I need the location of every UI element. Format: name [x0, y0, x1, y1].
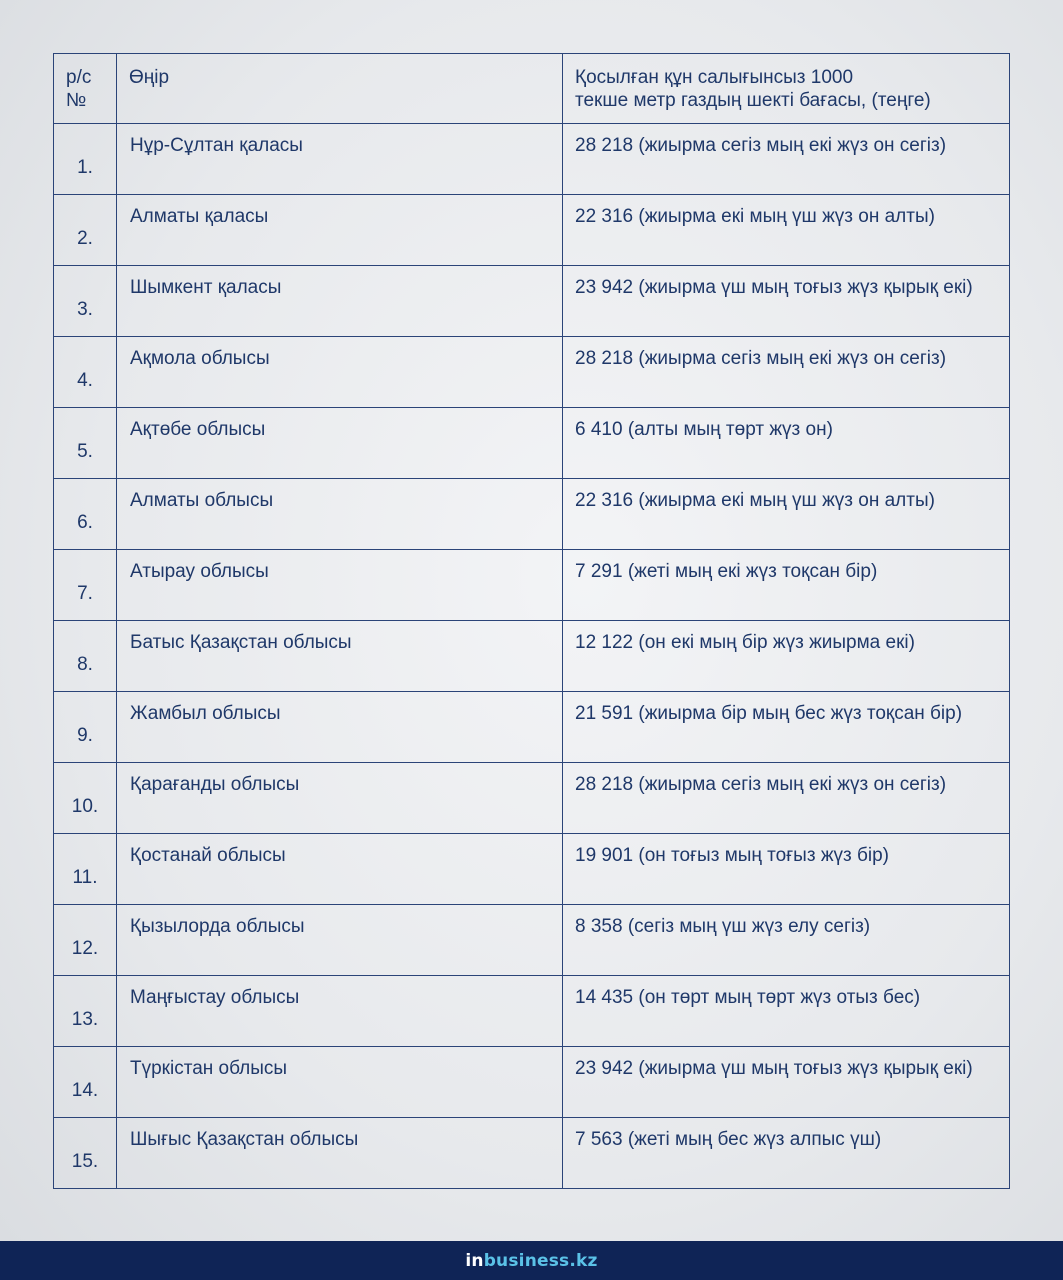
table-row [54, 692, 1010, 763]
table-row [54, 124, 1010, 195]
row-region: Қызылорда облысы [117, 905, 563, 976]
row-number: 14. [54, 1047, 117, 1118]
header-region: Өңір [117, 54, 563, 124]
header-price [563, 54, 1010, 124]
table-row [54, 550, 1010, 621]
row-price: 12 122 (он екі мың бір жүз жиырма екі) [563, 621, 1010, 692]
row-price: 19 901 (он тоғыз мың тоғыз жүз бір) [563, 834, 1010, 905]
row-price: 28 218 (жиырма сегіз мың екі жүз он сегіз) [563, 124, 1010, 195]
table-row [54, 976, 1010, 1047]
row-price: 7 291 (жеті мың екі жүз тоқсан бір) [563, 550, 1010, 621]
table-header-row [54, 54, 1010, 124]
table-row [54, 621, 1010, 692]
table-row [54, 834, 1010, 905]
table-row [54, 337, 1010, 408]
row-number: 7. [54, 550, 117, 621]
row-region: Жамбыл облысы [117, 692, 563, 763]
row-price: 8 358 (сегіз мың үш жүз елу сегіз) [563, 905, 1010, 976]
row-number: 13. [54, 976, 117, 1047]
header-number-line2: № [66, 90, 87, 111]
row-number: 5. [54, 408, 117, 479]
table-row [54, 408, 1010, 479]
row-region: Шымкент қаласы [117, 266, 563, 337]
table-row [54, 1047, 1010, 1118]
row-price: 21 591 (жиырма бір мың бес жүз тоқсан бір) [563, 692, 1010, 763]
gas-price-table [53, 53, 1010, 1189]
row-number: 9. [54, 692, 117, 763]
row-price: 22 316 (жиырма екі мың үш жүз он алты) [563, 195, 1010, 266]
row-region: Қостанай облысы [117, 834, 563, 905]
row-region: Атырау облысы [117, 550, 563, 621]
row-region: Маңғыстау облысы [117, 976, 563, 1047]
row-price: 7 563 (жеті мың бес жүз алпыс үш) [563, 1118, 1010, 1189]
table-row [54, 195, 1010, 266]
row-number: 6. [54, 479, 117, 550]
row-region: Ақмола облысы [117, 337, 563, 408]
header-price-line2: текше метр газдың шекті бағасы, (теңге) [575, 90, 931, 111]
header-number [54, 54, 117, 124]
row-number: 3. [54, 266, 117, 337]
row-region: Түркістан облысы [117, 1047, 563, 1118]
table-row [54, 763, 1010, 834]
header-price-line1: Қосылған құн салығынсыз 1000 [575, 67, 854, 88]
row-region: Ақтөбе облысы [117, 408, 563, 479]
logo-prefix: in [465, 1250, 484, 1271]
table-row [54, 1118, 1010, 1189]
row-price: 28 218 (жиырма сегіз мың екі жүз он сегіз) [563, 763, 1010, 834]
inbusiness-logo[interactable] [465, 1251, 597, 1271]
row-number: 12. [54, 905, 117, 976]
row-region: Алматы облысы [117, 479, 563, 550]
row-region: Қарағанды облысы [117, 763, 563, 834]
row-number: 15. [54, 1118, 117, 1189]
row-price: 23 942 (жиырма үш мың тоғыз жүз қырық екі) [563, 266, 1010, 337]
row-number: 8. [54, 621, 117, 692]
table-row [54, 266, 1010, 337]
footer-bar [0, 1241, 1063, 1280]
header-number-line1: р/с [66, 67, 92, 88]
row-region: Батыс Қазақстан облысы [117, 621, 563, 692]
table-row [54, 479, 1010, 550]
row-number: 1. [54, 124, 117, 195]
row-price: 14 435 (он төрт мың төрт жүз отыз бес) [563, 976, 1010, 1047]
table-body [54, 124, 1010, 1189]
row-price: 23 942 (жиырма үш мың тоғыз жүз қырық екі) [563, 1047, 1010, 1118]
row-region: Шығыс Қазақстан облысы [117, 1118, 563, 1189]
table-row [54, 905, 1010, 976]
row-number: 10. [54, 763, 117, 834]
row-number: 4. [54, 337, 117, 408]
row-price: 28 218 (жиырма сегіз мың екі жүз он сегіз) [563, 337, 1010, 408]
row-price: 6 410 (алты мың төрт жүз он) [563, 408, 1010, 479]
row-region: Алматы қаласы [117, 195, 563, 266]
row-region: Нұр-Сұлтан қаласы [117, 124, 563, 195]
row-number: 11. [54, 834, 117, 905]
row-number: 2. [54, 195, 117, 266]
gas-price-table-container [53, 53, 1009, 1189]
row-price: 22 316 (жиырма екі мың үш жүз он алты) [563, 479, 1010, 550]
logo-main: business.kz [483, 1250, 598, 1271]
